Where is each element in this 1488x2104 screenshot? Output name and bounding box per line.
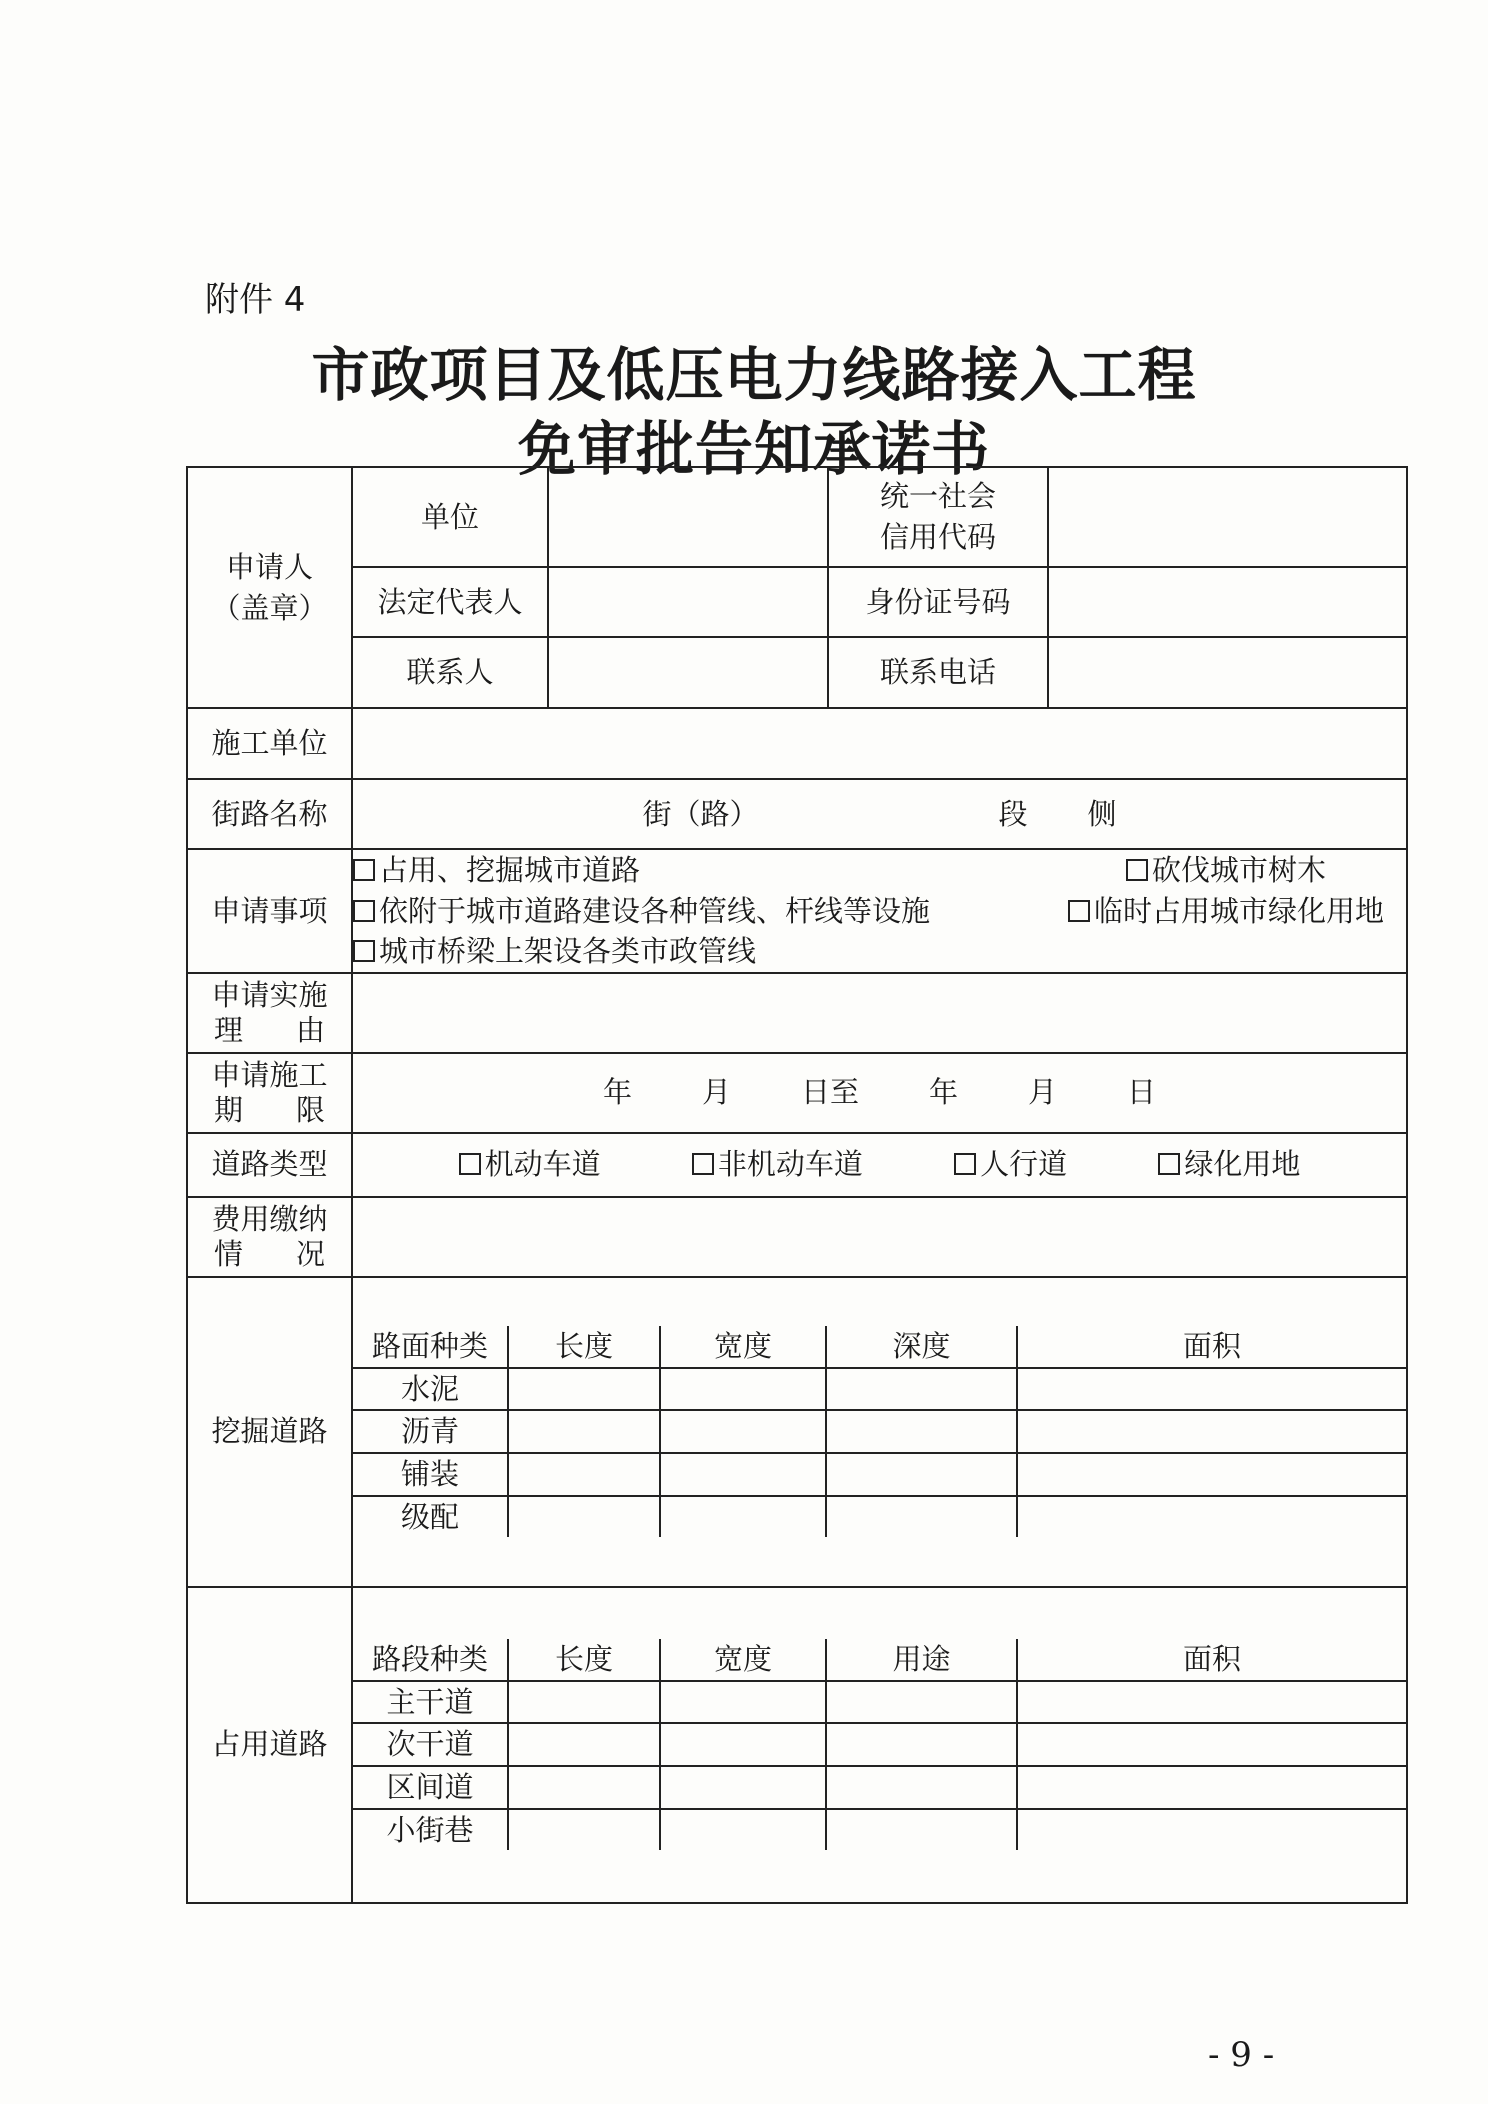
occupation-table: [353, 1639, 1406, 1850]
excavation-header: 面积: [1017, 1326, 1406, 1368]
excavation-row-label: 级配: [353, 1496, 508, 1538]
occupation-header: 长度: [508, 1639, 660, 1681]
cell[interactable]: [826, 1496, 1017, 1538]
cell[interactable]: [660, 1809, 826, 1851]
road-type-nonmotor[interactable]: 非机动车道: [692, 1144, 863, 1185]
cell[interactable]: [1017, 1809, 1406, 1851]
reason-label: 申请实施 理 由: [187, 973, 352, 1053]
cell[interactable]: [826, 1453, 1017, 1496]
id-number-field[interactable]: [1048, 567, 1406, 637]
occupation-header: 面积: [1017, 1639, 1406, 1681]
document-title: 市政项目及低压电力线路接入工程: [311, 341, 1197, 409]
cell[interactable]: [1017, 1496, 1406, 1538]
cell[interactable]: [826, 1723, 1017, 1766]
checkbox[interactable]: [1068, 900, 1090, 922]
checkbox[interactable]: [353, 859, 375, 881]
application-form: [186, 466, 1408, 1904]
cell[interactable]: [508, 1453, 660, 1496]
cell[interactable]: [1017, 1410, 1406, 1453]
excavation-row-label: 水泥: [353, 1368, 508, 1411]
credit-code-field[interactable]: [1048, 468, 1406, 567]
excavation-header: 路面种类: [353, 1326, 508, 1368]
cell[interactable]: [660, 1496, 826, 1538]
cell[interactable]: [508, 1809, 660, 1851]
occupation-header: 宽度: [660, 1639, 826, 1681]
side-suffix: 侧: [1087, 796, 1117, 831]
cell[interactable]: [1017, 1681, 1406, 1724]
cell[interactable]: [1017, 1766, 1406, 1809]
phone-label: 联系电话: [828, 637, 1048, 707]
page-number: - 9 -: [1208, 2035, 1275, 2075]
fee-field[interactable]: [352, 1197, 1407, 1277]
attachment-label: 附件 4: [205, 280, 306, 320]
applicant-label: 申请人 （盖章）: [187, 467, 352, 708]
excavation-header: 长度: [508, 1326, 660, 1368]
cell[interactable]: [826, 1766, 1017, 1809]
option-bridge-pipelines[interactable]: 城市桥梁上架设各类市政管线: [353, 931, 756, 972]
checkbox[interactable]: [1126, 859, 1148, 881]
unit-label: 单位: [353, 468, 548, 567]
street-suffix: 街（路）: [642, 796, 759, 831]
contact-label: 联系人: [353, 637, 548, 707]
street-name-field[interactable]: [352, 779, 1407, 849]
excavation-table: [353, 1326, 1406, 1537]
cell[interactable]: [1017, 1723, 1406, 1766]
checkbox[interactable]: [692, 1153, 714, 1175]
checkbox[interactable]: [353, 940, 375, 962]
excavation-row-label: 铺装: [353, 1453, 508, 1496]
cell[interactable]: [660, 1723, 826, 1766]
occupation-header: 路段种类: [353, 1639, 508, 1681]
cell[interactable]: [508, 1766, 660, 1809]
excavation-row-label: 沥青: [353, 1410, 508, 1453]
cell[interactable]: [660, 1410, 826, 1453]
road-type-sidewalk[interactable]: 人行道: [954, 1144, 1067, 1185]
construction-unit-field[interactable]: [352, 708, 1407, 779]
document-subtitle: 免审批告知承诺书: [517, 415, 990, 483]
legal-rep-field[interactable]: [548, 567, 828, 637]
option-green-land[interactable]: 临时占用城市绿化用地: [1046, 891, 1406, 932]
occupation-label: 占用道路: [187, 1587, 352, 1903]
cell[interactable]: [508, 1496, 660, 1538]
period-field[interactable]: 年 月 日至 年 月 日: [352, 1053, 1407, 1133]
reason-field[interactable]: [352, 973, 1407, 1053]
cell[interactable]: [508, 1410, 660, 1453]
application-items-label: 申请事项: [187, 849, 352, 973]
checkbox[interactable]: [353, 900, 375, 922]
cell[interactable]: [1017, 1453, 1406, 1496]
construction-unit-label: 施工单位: [187, 708, 352, 779]
cell[interactable]: [660, 1681, 826, 1724]
occupation-row-label: 小街巷: [353, 1809, 508, 1851]
road-type-motor[interactable]: 机动车道: [459, 1144, 601, 1185]
occupation-row-label: 区间道: [353, 1766, 508, 1809]
id-number-label: 身份证号码: [828, 567, 1048, 637]
cell[interactable]: [508, 1368, 660, 1411]
cell[interactable]: [508, 1723, 660, 1766]
occupation-row-label: 次干道: [353, 1723, 508, 1766]
checkbox[interactable]: [954, 1153, 976, 1175]
cell[interactable]: [660, 1368, 826, 1411]
checkbox[interactable]: [1158, 1153, 1180, 1175]
unit-field[interactable]: [548, 468, 828, 567]
cell[interactable]: [826, 1368, 1017, 1411]
excavation-label: 挖掘道路: [187, 1277, 352, 1587]
street-name-label: 街路名称: [187, 779, 352, 849]
cell[interactable]: [508, 1681, 660, 1724]
section-suffix: 段: [998, 796, 1028, 831]
cell[interactable]: [660, 1766, 826, 1809]
cell[interactable]: [660, 1453, 826, 1496]
phone-field[interactable]: [1048, 637, 1406, 707]
option-cut-trees[interactable]: 砍伐城市树木: [1046, 850, 1406, 891]
occupation-row-label: 主干道: [353, 1681, 508, 1724]
applicant-table: [353, 468, 1406, 707]
cell[interactable]: [826, 1410, 1017, 1453]
checkbox[interactable]: [459, 1153, 481, 1175]
cell[interactable]: [1017, 1368, 1406, 1411]
road-type-green[interactable]: 绿化用地: [1158, 1144, 1300, 1185]
fee-label: 费用缴纳 情 况: [187, 1197, 352, 1277]
legal-rep-label: 法定代表人: [353, 567, 548, 637]
cell[interactable]: [826, 1809, 1017, 1851]
cell[interactable]: [826, 1681, 1017, 1724]
option-pipelines[interactable]: 依附于城市道路建设各种管线、杆线等设施: [353, 891, 930, 932]
option-occupy-excavate[interactable]: 占用、挖掘城市道路: [353, 850, 640, 891]
credit-code-label: 统一社会 信用代码: [828, 468, 1048, 567]
period-label: 申请施工 期 限: [187, 1053, 352, 1133]
excavation-header: 宽度: [660, 1326, 826, 1368]
road-type-label: 道路类型: [187, 1133, 352, 1197]
excavation-header: 深度: [826, 1326, 1017, 1368]
occupation-header: 用途: [826, 1639, 1017, 1681]
contact-field[interactable]: [548, 637, 828, 707]
